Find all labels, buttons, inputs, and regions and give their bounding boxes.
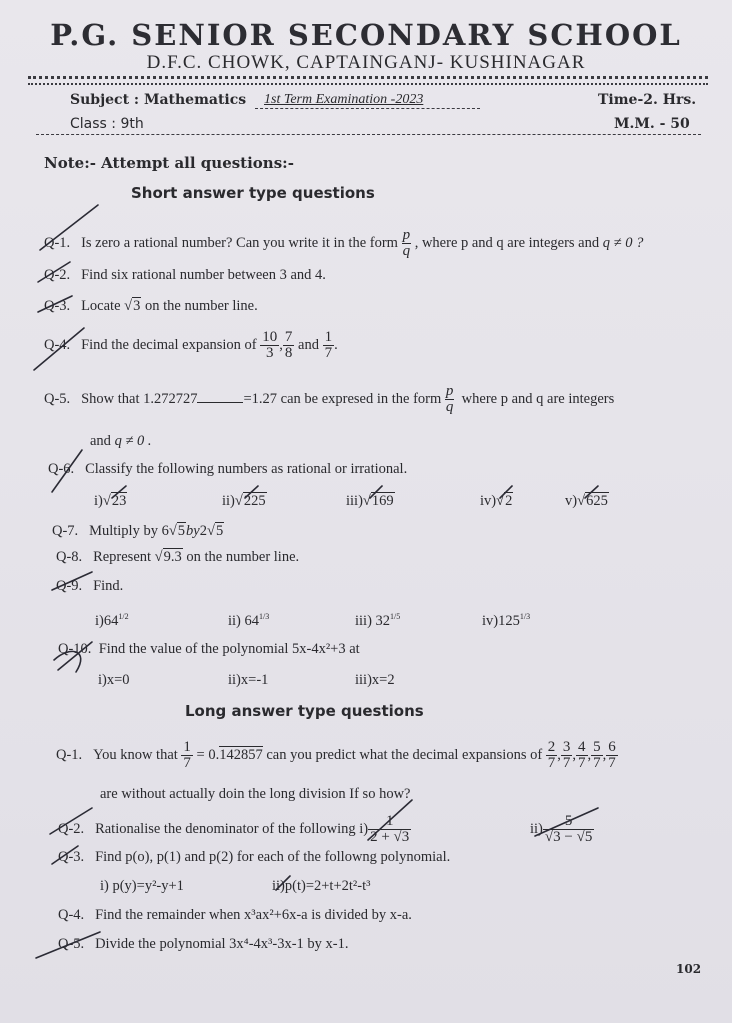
class: Class : 9th	[70, 116, 144, 132]
long-question-4: Q-4. Find the remainder when x³ax²+6x-a is divided by x-a.	[58, 907, 412, 923]
option: ii)p(t)=2+t+2t²-t³	[272, 878, 371, 894]
fraction: $\frac{p}{q}$	[402, 227, 411, 259]
option: v)√625	[565, 493, 608, 509]
fraction: $\frac{1}{7}$	[324, 329, 333, 361]
question-text: Is zero a rational number? Can you write it in the form	[81, 234, 398, 251]
tick-mark	[535, 808, 598, 836]
option: iii) $32^{1/5}$	[355, 612, 401, 629]
option: i)√23	[94, 493, 127, 509]
tick-mark	[585, 486, 598, 498]
tick-mark	[38, 262, 70, 282]
question-8: Q-8. Represent √9.3 on the number line.	[56, 549, 300, 565]
option: iv)√2	[480, 493, 513, 509]
condition: q ≠ 0 ?	[602, 234, 644, 251]
school-address: D.F.C. CHOWK, CAPTAINGANJ- KUSHINAGAR	[146, 52, 586, 73]
fraction: $\frac{1}{7}$	[183, 739, 191, 771]
question-4: Q-4. Find the decimal expansion of $\frac{10}{3}$ , $\frac{7}{8}$ and $\frac{1}{7}$ .	[44, 329, 338, 361]
tick-mark	[50, 808, 92, 834]
tick-mark	[368, 800, 412, 840]
option: ii) $64^{1/3}$	[228, 612, 270, 629]
tick-mark	[38, 296, 72, 312]
long-question-3: Q-3. Find p(o), p(1) and p(2) for each of the followng polynomial.	[58, 849, 451, 865]
tick-mark	[34, 328, 84, 370]
question-7: Q-7. Multiply by 6√5by2√5	[52, 523, 224, 539]
question-10: Q-10. Find the value of the polynomial 5x-4x²+3 at	[58, 641, 360, 657]
long-question-2: Q-2. Rationalise the denominator of the following i) $\frac{1}{2 + √3}$	[58, 813, 410, 845]
question-number: Q-1.	[44, 234, 71, 251]
tick-mark	[112, 486, 126, 498]
fraction: $\frac{4}{7}$	[578, 739, 586, 771]
fraction: $\frac{2}{7}$	[547, 739, 556, 771]
fraction: $\frac{p}{q}$	[445, 383, 454, 415]
section-heading-short: Short answer type questions	[131, 184, 375, 202]
fraction: $\frac{1}{2 + √3}$	[370, 813, 410, 845]
school-name: P.G. SENIOR SECONDARY SCHOOL	[50, 18, 682, 52]
question-9: Q-9. Find.	[56, 578, 124, 594]
repeating-decimal: 142857	[219, 746, 263, 763]
exam-name: 1st Term Examination -2023	[264, 92, 424, 107]
fraction: $\frac{5}{√3 - √5}$	[544, 813, 593, 845]
long-question-5: Q-5. Divide the polynomial 3x⁴-4x³-3x-1 by x-1.	[58, 936, 349, 952]
option: ii)x=-1	[228, 672, 269, 688]
fraction: $\frac{10}{3}$	[262, 329, 278, 361]
tick-mark	[245, 486, 258, 498]
fraction: $\frac{6}{7}$	[608, 739, 616, 771]
question-5: Q-5. Show that 1.272727 =1.27 can be expresed in the form $\frac{p}{q}$ where p and q are integers	[44, 383, 615, 415]
tick-mark	[54, 642, 92, 672]
question-text: , where p and q are integers and	[414, 234, 600, 251]
subject: Subject : Mathematics	[70, 92, 247, 108]
question-2: Q-2. Find six rational number between 3 and 4.	[44, 267, 326, 283]
tick-mark	[40, 205, 98, 250]
question-5-cont: and q ≠ 0 .	[90, 433, 152, 449]
long-question-1-cont: are without actually doin the long division If so how?	[100, 786, 411, 802]
long-question-2-part-ii: ii) $\frac{5}{√3 - √5}$	[530, 813, 593, 845]
option: $iv)125^{1/3}$	[482, 612, 531, 629]
question-3: Q-3. Locate √3 on the number line.	[44, 298, 258, 314]
option: i)x=0	[98, 672, 130, 688]
note: Note:- Attempt all questions:-	[44, 154, 294, 172]
tick-mark	[52, 450, 82, 492]
max-marks: M.M. - 50	[614, 116, 690, 132]
time: Time-2. Hrs.	[598, 92, 697, 108]
tick-mark	[52, 846, 78, 864]
option: iii)x=2	[355, 672, 395, 688]
tick-mark	[370, 486, 382, 498]
option: i) p(y)=y²-y+1	[100, 878, 184, 894]
section-heading-long: Long answer type questions	[185, 702, 424, 720]
fraction: $\frac{7}{8}$	[284, 329, 293, 361]
tick-mark	[500, 486, 512, 498]
option: ii)√225	[222, 493, 266, 509]
sqrt: 3	[133, 298, 141, 314]
long-question-1: Q-1. You know that $\frac{1}{7}$ = 0.142857 can you predict what the decimal expansions of $\frac{2}{7}$ , $\frac{3}{7}$ , $\frac{4}{7}$ , $\frac{5}{7}$ , $\frac{6}{7}$	[56, 739, 616, 771]
tick-mark	[36, 932, 100, 958]
option: iii)√169	[346, 493, 394, 509]
page-number: 102	[676, 962, 702, 976]
fraction: $\frac{3}{7}$	[562, 739, 571, 771]
tick-mark	[52, 572, 92, 590]
option: $i)64^{1/2}$	[95, 612, 129, 629]
question-6: Q-6. Classify the following numbers as rational or irrational.	[48, 461, 408, 477]
fraction: $\frac{5}{7}$	[593, 739, 601, 771]
tick-mark	[276, 876, 290, 890]
